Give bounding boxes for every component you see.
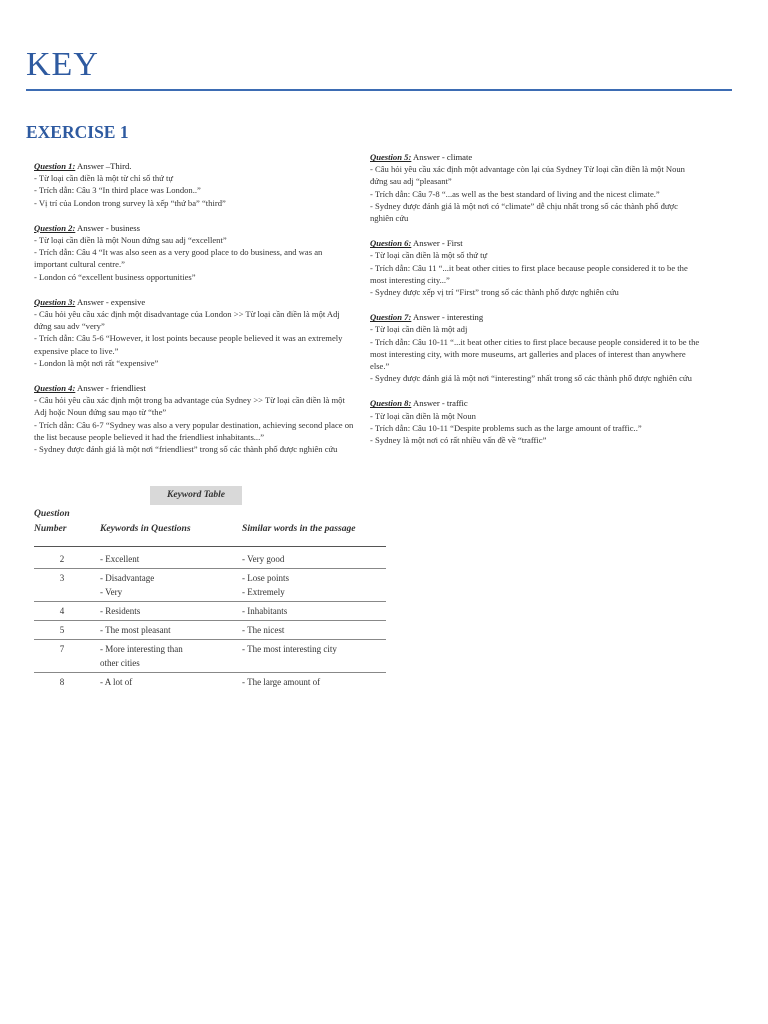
question-answer: Answer - climate (411, 152, 473, 162)
question-answer: Answer - traffic (411, 398, 468, 409)
question-label: Question 4: (34, 383, 76, 394)
section-title: EXERCISE 1 (26, 122, 129, 142)
table-row (34, 673, 386, 692)
question-heading (34, 222, 354, 234)
row-keywords (92, 602, 234, 621)
similar-word-item: - The nicest (242, 625, 285, 635)
header-keywords: Keywords in Questions (92, 506, 234, 547)
answers-left-column (34, 160, 354, 468)
explanation-line: - Sydney được xếp vị trí “First” trong số các thành phố được nghiên cứu (370, 287, 619, 298)
row-similar-words (234, 602, 386, 621)
question-heading (370, 237, 700, 249)
row-question-number: 5 (34, 621, 92, 640)
explanation-line: - Từ loại cần điền là một từ chỉ số thứ tự (34, 173, 173, 184)
question-label: Question 5: (370, 152, 412, 162)
question-block (34, 222, 354, 283)
question-answer: Answer - interesting (411, 312, 484, 323)
explanation-line: - Sydney được đánh giá là một nơi có “climate” dễ chịu nhất trong số các thành phố được nghiên cứu (370, 200, 678, 224)
explanation-line: - Vị trí của London trong survey là xếp “thứ ba” “third” (34, 197, 226, 208)
explanation-line: - Trích dẫn: Câu 6-7 “Sydney was also a very popular destination, achieving second place on the list because people believed it had the friendliest inhabitants...” (34, 419, 354, 442)
explanation-line: - London có “excellent business opportunities” (34, 271, 196, 282)
title-divider (26, 89, 732, 91)
similar-word-item: - Lose points (242, 573, 289, 583)
keyword-table-header (34, 506, 386, 547)
question-label: Question 3: (34, 296, 76, 307)
row-question-number: 3 (34, 569, 92, 602)
explanation-line: - Từ loại cần điền là một số thứ tự (370, 250, 488, 261)
row-similar-words (234, 569, 386, 602)
question-label: Question 1: (34, 161, 76, 171)
explanation-line: - Câu hỏi yêu cầu xác định một disadvantage của London >> Từ loại cần điền là một Adj đứng sau adv “very” (34, 309, 340, 332)
answers-right-column (370, 151, 700, 459)
explanation-line: - Sydney được đánh giá là một nơi “interesting” nhất trong số các thành phố được nghiên cứu (370, 373, 692, 384)
explanation-line: - London là một nơi rất “expensive” (34, 357, 159, 368)
row-question-number: 2 (34, 547, 92, 569)
header-question-number (34, 506, 92, 547)
explanation-line: - Sydney được đánh giá là một nơi “friendliest” trong số các thành phố được nghiên cứu (34, 444, 338, 455)
question-answer: Answer - business (75, 222, 141, 233)
explanation-line: - Trích dẫn: Câu 7-8 “...as well as the best standard of living and the nicest climate.” (370, 188, 660, 199)
row-question-number: 4 (34, 602, 92, 621)
question-label: Question 7: (370, 312, 412, 323)
keyword-table-caption: Keyword Table (150, 486, 242, 505)
question-heading (34, 160, 354, 172)
table-row (34, 640, 386, 673)
row-question-number: 8 (59, 677, 65, 687)
question-answer: Answer - expensive (75, 296, 146, 307)
similar-word-item: - Extremely (242, 587, 285, 597)
row-similar-words (234, 673, 386, 692)
row-keywords (92, 547, 234, 569)
question-block (370, 397, 700, 446)
keyword-item: - Excellent (100, 554, 140, 564)
keyword-item: - A lot of (100, 677, 133, 687)
question-answer: Answer –Third. (75, 161, 132, 171)
row-keywords (92, 569, 234, 602)
question-answer: Answer - friendliest (75, 383, 146, 394)
keyword-item: - Residents (100, 606, 141, 616)
question-heading (34, 382, 354, 394)
row-keywords (92, 640, 234, 673)
page-title: KEY (26, 46, 99, 83)
explanation-line: - Câu hỏi yêu cầu xác định một advantage còn lại của Sydney Từ loại cần điền là một Noun đứng sau adj “pleasant” (370, 164, 685, 187)
question-answer: Answer - First (411, 238, 463, 249)
row-keywords (92, 621, 234, 640)
question-heading (370, 311, 700, 323)
header-question-label: Question (34, 508, 70, 519)
question-block (34, 382, 354, 455)
explanation-line: - Sydney là một nơi có rất nhiều vấn đề về “traffic” (370, 435, 547, 446)
keyword-item: - Very (100, 587, 123, 597)
keyword-item: - More interesting than (100, 644, 183, 654)
table-row (34, 602, 386, 621)
question-block (370, 311, 700, 384)
question-heading (370, 151, 700, 163)
row-question-number: 7 (34, 640, 92, 673)
keyword-item: - Disadvantage (100, 573, 155, 583)
table-row (34, 621, 386, 640)
explanation-line: - Trích dẫn: Câu 5-6 “However, it lost points because people believed it was an extremely expensive place to live.” (34, 333, 343, 356)
explanation-line: - Câu hỏi yêu cầu xác định một trong ba advantage của Sydney >> Từ loại cần điền là một Adj hoặc Noun đứng sau mạo từ “the” (34, 395, 345, 418)
question-heading (34, 296, 354, 308)
similar-word-item: - Inhabitants (242, 606, 288, 616)
keyword-item: - The most pleasant (100, 625, 171, 635)
question-block (370, 237, 700, 298)
question-block (34, 296, 354, 369)
explanation-line: - Trích dẫn: Câu 4 “It was also seen as a very good place to do business, and was an important cultural centre.” (34, 247, 323, 270)
row-similar-words (234, 640, 386, 673)
explanation-line: - Trích dẫn: Câu 11 “...it beat other cities to first place because people considered it to be the most interesting city...” (370, 262, 688, 285)
question-block (370, 151, 700, 224)
question-heading (370, 397, 700, 409)
keyword-table (34, 506, 386, 691)
row-similar-words (234, 621, 386, 640)
header-number-label: Number (34, 523, 67, 534)
header-similar-words: Similar words in the passage (234, 506, 386, 547)
keyword-item: other cities (100, 658, 140, 668)
explanation-line: - Từ loại cần điền là một adj (370, 324, 468, 335)
explanation-line: - Trích dẫn: Câu 10-11 “Despite problems such as the large amount of traffic..” (370, 422, 642, 433)
similar-word-item: - Very good (242, 554, 285, 564)
explanation-line: - Từ loại cần điền là một Noun đứng sau adj “excellent” (34, 235, 227, 246)
similar-word-item: - The large amount of (242, 677, 321, 687)
row-keywords (92, 673, 234, 692)
question-label: Question 6: (370, 238, 412, 249)
keyword-table-body (34, 547, 386, 692)
question-label: Question 8: (370, 398, 412, 409)
question-label: Question 2: (34, 222, 76, 233)
explanation-line: - Trích dẫn: Câu 3 “In third place was London..” (34, 185, 201, 196)
explanation-line: - Từ loại cần điền là một Noun (370, 410, 476, 421)
table-row (34, 547, 386, 569)
explanation-line: - Trích dẫn: Câu 10-11 “...it beat other cities to first place because people considered it to be the most interesting city, with more museums, art galleries and places of interest than anywhere else.” (370, 336, 700, 372)
table-row (34, 569, 386, 602)
question-block (34, 160, 354, 209)
similar-word-item: - The most interesting city (242, 644, 337, 654)
row-similar-words (234, 547, 386, 569)
